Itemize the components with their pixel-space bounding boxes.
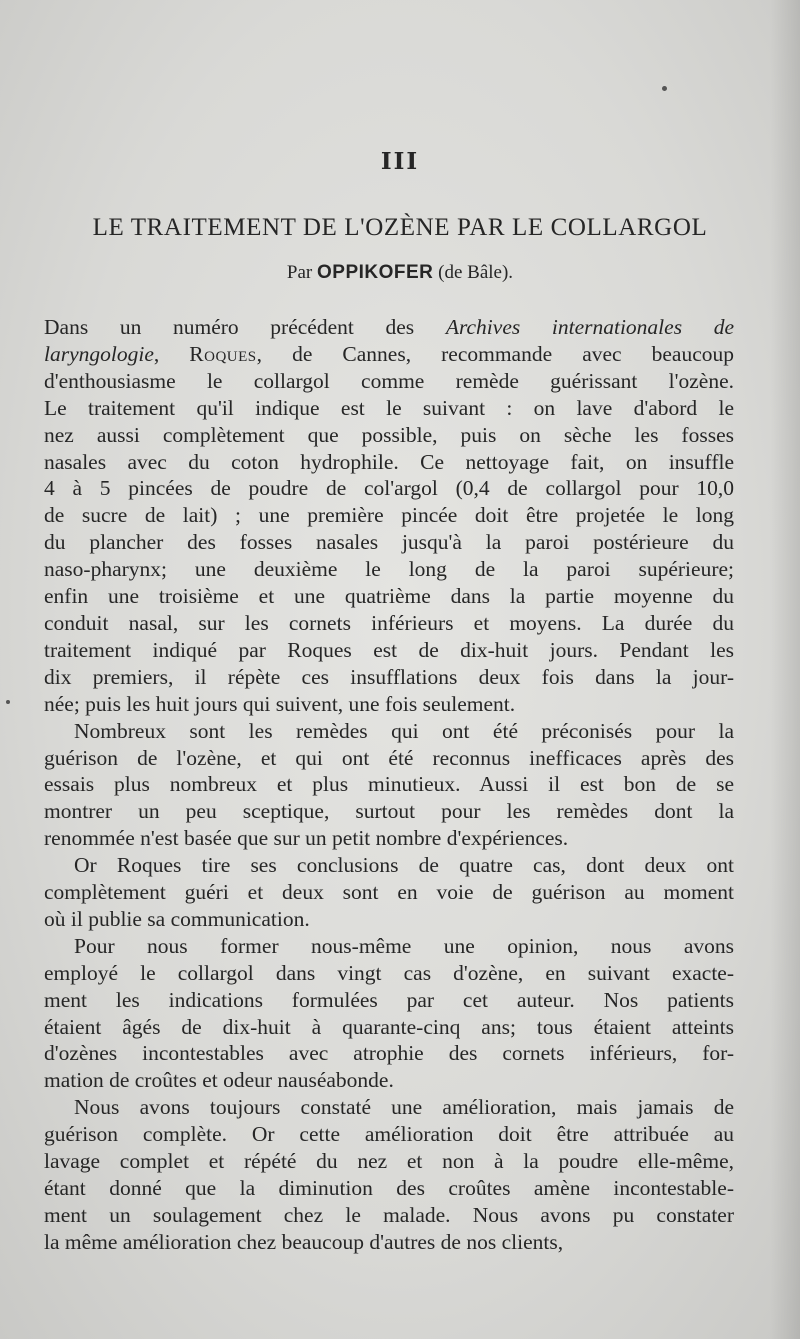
text-run: dix premiers, il répète ces insufflations deux fois dans la jour- [44, 664, 734, 689]
text-line [44, 1229, 734, 1256]
text-run: ment les indications formulées par cet auteur. Nos patients [44, 987, 734, 1012]
text-line [44, 933, 734, 960]
text-line [44, 1067, 734, 1094]
text-line [44, 718, 734, 745]
text-line [44, 1175, 734, 1202]
page-edge-shadow [770, 0, 800, 1339]
paragraph [44, 1094, 734, 1255]
text-line [44, 1202, 734, 1229]
text-line [44, 1121, 734, 1148]
text-line [44, 395, 734, 422]
article-body [44, 314, 734, 1256]
text-line [44, 368, 734, 395]
paragraph [44, 933, 734, 1094]
author-location: (de Bâle). [438, 262, 514, 283]
text-run: la même amélioration chez beaucoup d'autres de nos clients, [44, 1229, 564, 1254]
text-run: d'enthousiasme le collargol comme remède guérissant l'ozène. [44, 368, 734, 393]
italic-text: Archives internationales de [445, 315, 735, 339]
text-run: conduit nasal, sur les cornets inférieurs et moyens. La durée du [44, 610, 734, 635]
text-line [44, 529, 734, 556]
text-run: mation de croûtes et odeur nauséabonde. [44, 1068, 394, 1093]
text-line [44, 1148, 734, 1175]
article-title: LE TRAITEMENT DE L'OZÈNE PAR LE COLLARGOL [92, 214, 708, 241]
text-run: Or Roques tire ses conclusions de quatre cas, dont deux ont [74, 853, 734, 878]
text-line [44, 691, 734, 718]
text-run: essais plus nombreux et plus minutieux. Aussi il est bon de se [44, 772, 734, 797]
text-line [44, 610, 734, 637]
text-line [44, 583, 734, 610]
speck-mark [662, 86, 667, 91]
text-line [44, 1014, 734, 1041]
text-run: de sucre de lait) ; une première pincée doit être projetée le long [44, 503, 734, 528]
small-caps-name: Roques [189, 341, 257, 366]
text-line [44, 960, 734, 987]
text-run: enfin une troisième et une quatrième dans la partie moyenne du [44, 584, 734, 609]
text-line [44, 637, 734, 664]
text-line [44, 475, 734, 502]
text-run: d'ozènes incontestables avec atrophie des cornets inférieurs, for- [44, 1041, 734, 1066]
text-line [44, 825, 734, 852]
paragraph [44, 852, 734, 933]
text-run: ment un soulagement chez le malade. Nous avons pu constater [44, 1202, 734, 1227]
text-run: étant donné que la diminution des croûtes amène incontestable- [44, 1176, 734, 1200]
paragraph [44, 718, 734, 853]
text-run: du plancher des fosses nasales jusqu'à la paroi postérieure du [44, 530, 734, 555]
text-line [44, 987, 734, 1014]
text-line [44, 449, 734, 476]
text-run: lavage complet et répété du nez et non à la poudre elle-même, [44, 1149, 734, 1174]
text-run: nez aussi complètement que possible, puis on sèche les fosses [44, 422, 734, 447]
text-run: traitement indiqué par Roques est de dix-huit jours. Pendant les [44, 637, 734, 662]
text-run: où il publie sa communication. [44, 906, 310, 931]
text-run: Dans un numéro précédent des [44, 315, 446, 339]
text-run: naso-pharynx; une deuxième le long de la paroi supérieure; [44, 557, 734, 582]
text-run: , de Cannes, recommande avec beaucoup [256, 341, 734, 366]
text-line [44, 852, 734, 879]
text-line [44, 1094, 734, 1121]
text-run: complètement guéri et deux sont en voie de guérison au moment [44, 880, 734, 905]
text-run: Nous avons toujours constaté une amélioration, mais jamais de [74, 1095, 734, 1120]
italic-text: laryngologie [44, 341, 154, 366]
paragraph [44, 314, 734, 718]
text-line [44, 771, 734, 798]
text-line [44, 502, 734, 529]
byline-prefix: Par [286, 262, 313, 283]
chapter-number: III [380, 148, 420, 175]
text-run: nasales avec du coton hydrophile. Ce nettoyage fait, on insuffle [44, 449, 734, 474]
text-run: 4 à 5 pincées de poudre de col'argol (0,4 de collargol pour 10,0 [44, 476, 734, 501]
text-run: renommée n'est basée que sur un petit nombre d'expériences. [44, 826, 569, 851]
text-line [44, 341, 734, 368]
text-line [44, 745, 734, 772]
speck-mark [6, 700, 10, 704]
text-run: guérison complète. Or cette amélioration doit être attribuée au [44, 1122, 734, 1147]
text-line [44, 879, 734, 906]
text-run: Nombreux sont les remèdes qui ont été préconisés pour la [74, 718, 734, 743]
text-line [44, 1040, 734, 1067]
text-run: Le traitement qu'il indique est le suivant : on lave d'abord le [44, 395, 734, 420]
text-run: Pour nous former nous-même une opinion, nous avons [74, 933, 734, 958]
text-line [44, 664, 734, 691]
text-line [44, 556, 734, 583]
text-line [44, 422, 734, 449]
text-line [44, 906, 734, 933]
text-run: montrer un peu sceptique, surtout pour les remèdes dont la [44, 799, 734, 824]
text-run: née; puis les huit jours qui suivent, une fois seulement. [44, 691, 516, 716]
text-line [44, 314, 734, 341]
text-run: guérison de l'ozène, et qui ont été reconnus inefficaces après des [44, 745, 734, 770]
text-run: , [153, 341, 190, 366]
byline [0, 262, 800, 284]
author-name: OPPIKOFER [317, 262, 434, 283]
text-run: employé le collargol dans vingt cas d'ozène, en suivant exacte- [44, 960, 734, 985]
text-line [44, 798, 734, 825]
text-run: étaient âgés de dix-huit à quarante-cinq ans; tous étaient atteints [44, 1014, 734, 1039]
